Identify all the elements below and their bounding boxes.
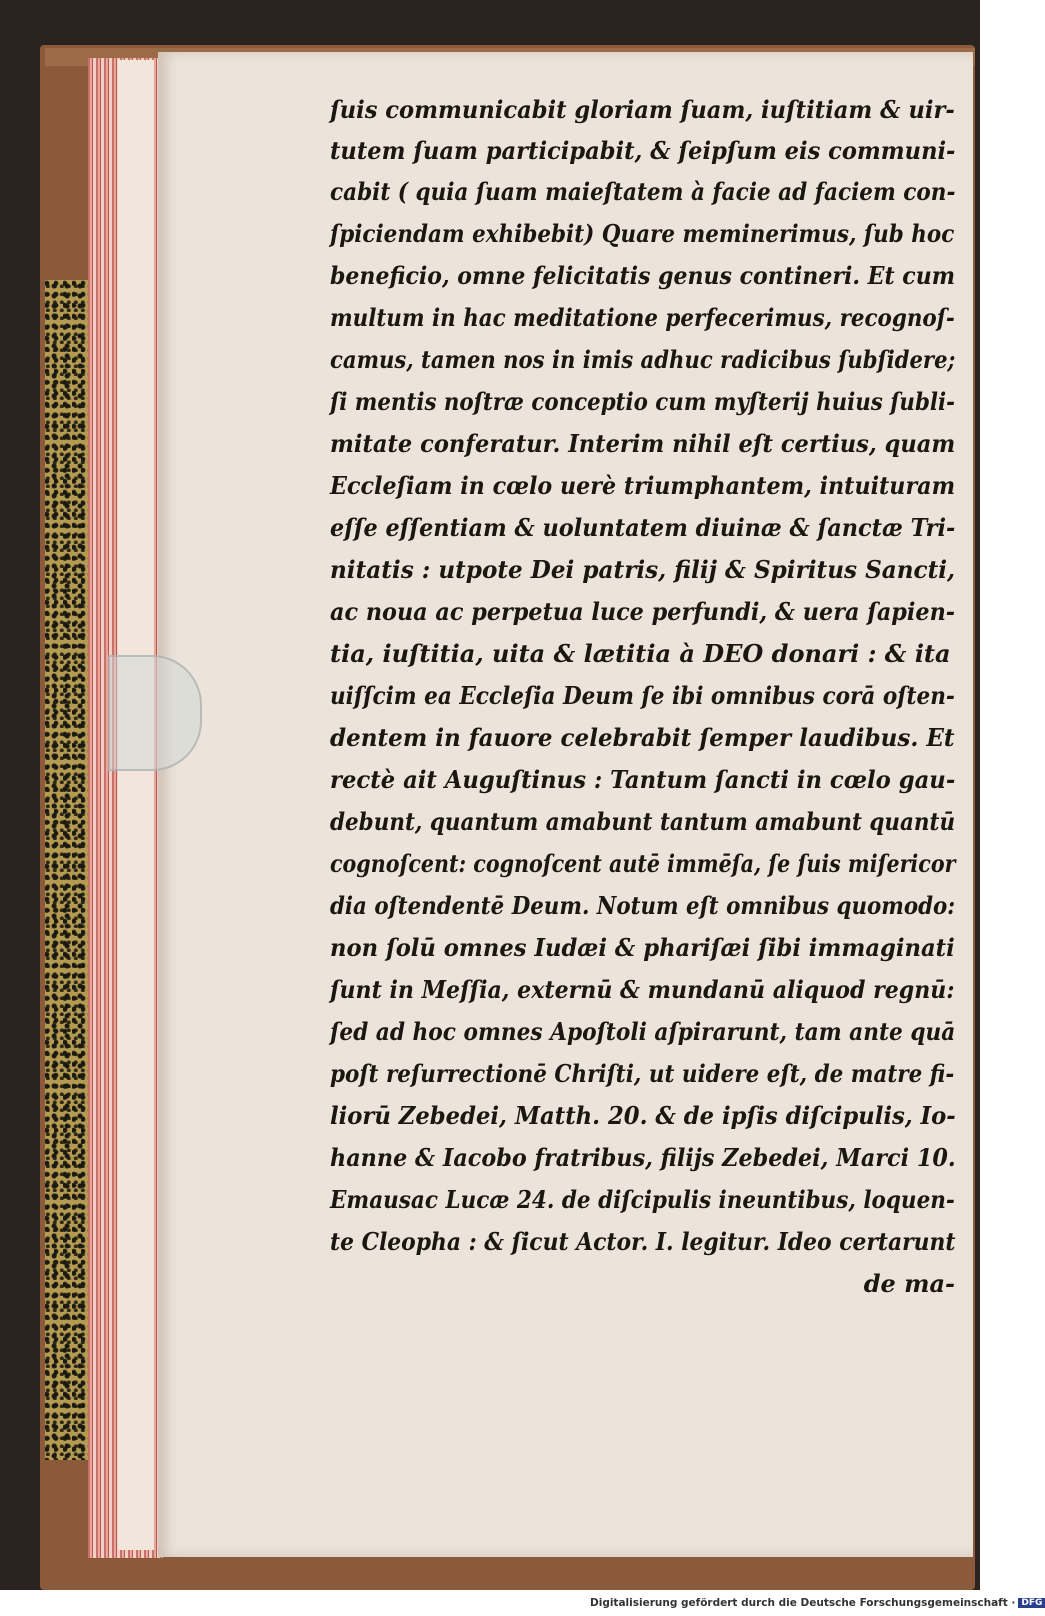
footer-text: Digitalisierung gefördert durch die Deutsche Forschungsgemeinschaft · <box>590 1597 1016 1609</box>
text-line: mitate conferatur. Interim nihil eſt certius, quam <box>330 429 956 458</box>
text-line: ſuis communicabit gloriam ſuam, iuſtitiam & uir- <box>330 95 955 124</box>
text-line: beneficio, omne felicitatis genus contineri. Et cum <box>330 261 956 290</box>
catchword: de ma- <box>863 1269 955 1298</box>
text-line: cognoſcent: cognoſcent autē immēſa, ſe ſuis miſericor <box>330 849 956 878</box>
text-line: ſi mentis noſtræ conceptio cum myſterij huius ſubli- <box>330 387 955 416</box>
text-line: ac noua ac perpetua luce perfundi, & uera ſapien- <box>330 597 956 626</box>
text-line: tutem ſuam participabit, & ſeipſum eis communi- <box>330 136 956 165</box>
text-line: cabit ( quia ſuam maieſtatem à facie ad faciem con- <box>330 177 956 206</box>
text-line: ſed ad hoc omnes Apoſtoli aſpirarunt, tam ante quā <box>330 1017 956 1046</box>
text-line: liorū Zebedei, Matth. 20. & de ipſis diſcipulis, Io- <box>330 1101 956 1130</box>
page-text <box>330 95 956 1298</box>
page-fore-edge-inner <box>118 60 154 1550</box>
digitization-footer <box>590 1597 1043 1613</box>
text-line: nitatis : utpote Dei patris, filij & Spiritus Sancti, <box>330 555 956 584</box>
text-line: dentem in fauore celebrabit ſemper laudibus. Et <box>330 723 955 752</box>
text-line: non ſolū omnes Iudæi & phariſæi ſibi immaginati <box>330 933 955 962</box>
text-line: poſt reſurrectionē Chriſti, ut uidere eſt, de matre fi- <box>330 1059 955 1088</box>
plastic-clip <box>108 655 202 771</box>
text-line: rectè ait Auguſtinus : Tantum ſancti in cœlo gau- <box>330 765 956 794</box>
text-line: hanne & Iacobo fratribus, filijs Zebedei, Marci 10. <box>330 1143 956 1172</box>
text-line: ſunt in Meſſia, externū & mundanū aliquod regnū: <box>330 975 955 1004</box>
text-line: camus, tamen nos in imis adhuc radicibus ſubſidere; <box>330 345 956 374</box>
text-line: Eccleſiam in cœlo uerè triumphantem, intuituram <box>330 471 956 500</box>
dfg-logo: DFG <box>1018 1598 1045 1608</box>
text-line: tia, iuſtitia, uita & lætitia à DEO donari : & ita <box>330 639 951 668</box>
text-line: dia oſtendentē Deum. Notum eſt omnibus quomodo: <box>330 891 956 920</box>
text-line: Emausac Lucæ 24. de diſcipulis ineuntibus, loquen- <box>330 1185 955 1214</box>
text-line: te Cleopha : & ſicut Actor. I. legitur. Ideo certarunt <box>330 1227 956 1256</box>
text-line: debunt, quantum amabunt tantum amabunt quantū <box>330 807 956 836</box>
text-line: eſſe eſſentiam & uoluntatem diuinæ & ſanctæ Tri- <box>330 513 956 542</box>
text-line: ſpiciendam exhibebit) Quare meminerimus, ſub hoc <box>330 219 955 248</box>
text-line: multum in hac meditatione perfecerimus, recognoſ- <box>330 303 955 332</box>
text-line: uiſſcim ea Eccleſia Deum ſe ibi omnibus corā oſten- <box>330 681 955 710</box>
